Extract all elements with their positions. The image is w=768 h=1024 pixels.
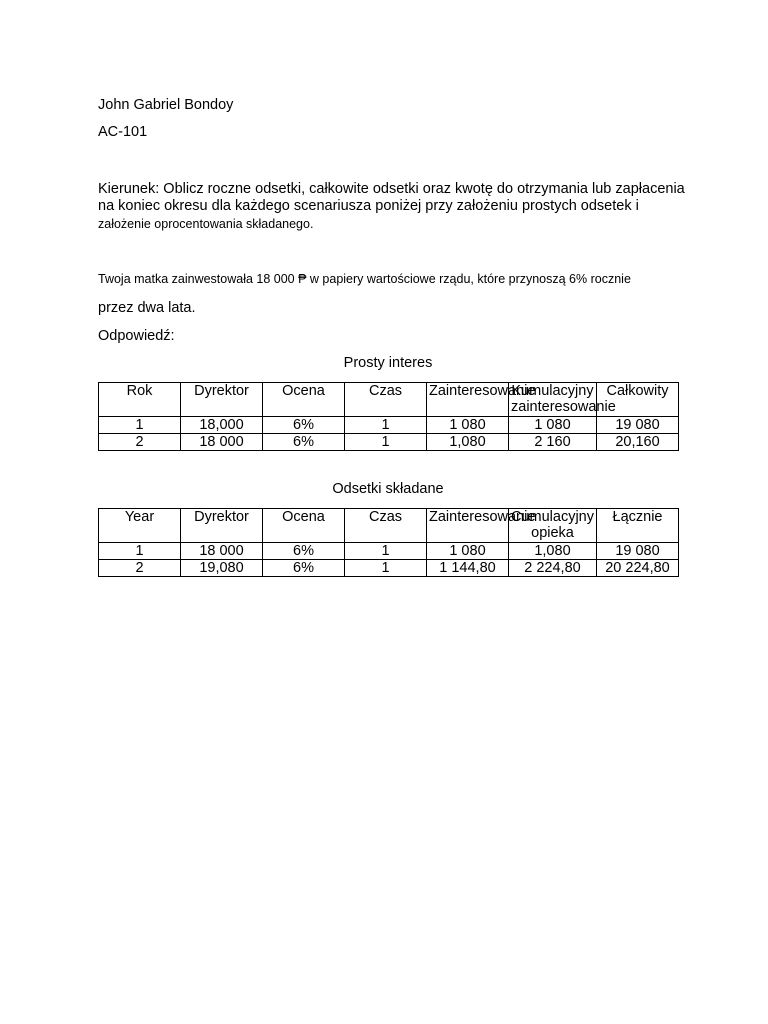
table-cell: 2 224,80	[509, 560, 597, 577]
table-cell: 6%	[263, 560, 345, 577]
compound-interest-table	[98, 508, 679, 577]
table-cell: 1	[345, 434, 427, 451]
table-cell: 1 080	[427, 417, 509, 434]
table-header-row	[99, 509, 679, 543]
table-row	[99, 543, 679, 560]
simple-interest-table	[98, 382, 679, 451]
table-cell: 2 160	[509, 434, 597, 451]
header-cell: Rok	[99, 383, 181, 417]
table-cell: 18 000	[181, 434, 263, 451]
header-cell: Ocena	[263, 509, 345, 543]
table-cell: 20,160	[597, 434, 679, 451]
header-cell: Dyrektor	[181, 509, 263, 543]
instructions-line-2: na koniec okresu dla każdego scenariusza poniżej przy założeniu prostych odsetek i	[98, 198, 639, 214]
simple-interest-title: Prosty interes	[343, 355, 433, 371]
table-cell: 1 080	[509, 417, 597, 434]
table-cell: 2	[99, 434, 181, 451]
table-cell: 1 080	[427, 543, 509, 560]
problem-line-1: Twoja matka zainwestowała 18 000 ₱ w papiery wartościowe rządu, które przynoszą 6% rocznie	[98, 272, 631, 286]
author-name: John Gabriel Bondoy	[98, 97, 234, 113]
header-cell: Year	[99, 509, 181, 543]
table-cell: 1	[345, 543, 427, 560]
table-cell: 1	[345, 417, 427, 434]
table-row	[99, 417, 679, 434]
table-cell: 1,080	[427, 434, 509, 451]
answer-label: Odpowiedź:	[98, 328, 175, 344]
table-cell: 1	[99, 543, 181, 560]
table-cell: 1 144,80	[427, 560, 509, 577]
header-cell: Czas	[345, 509, 427, 543]
instructions-line-1: Kierunek: Oblicz roczne odsetki, całkowite odsetki oraz kwotę do otrzymania lub zapłacenia	[98, 181, 685, 197]
table-cell: 6%	[263, 417, 345, 434]
table-cell: 19,080	[181, 560, 263, 577]
header-cell: Zainteresowanie	[427, 383, 509, 417]
header-cell: Cumulacyjny opieka	[509, 509, 597, 543]
instructions-line-3: założenie oprocentowania składanego.	[98, 217, 314, 231]
table-cell: 1,080	[509, 543, 597, 560]
table-cell: 2	[99, 560, 181, 577]
table-cell: 19 080	[597, 417, 679, 434]
table-cell: 1	[345, 560, 427, 577]
table-cell: 18 000	[181, 543, 263, 560]
problem-line-2: przez dwa lata.	[98, 300, 196, 316]
header-cell: Kumulacyjny zainteresowanie	[509, 383, 597, 417]
header-cell: Czas	[345, 383, 427, 417]
table-cell: 1	[99, 417, 181, 434]
table-header-row	[99, 383, 679, 417]
table-cell: 19 080	[597, 543, 679, 560]
table-cell: 6%	[263, 543, 345, 560]
table-cell: 6%	[263, 434, 345, 451]
header-cell: Dyrektor	[181, 383, 263, 417]
course-code: AC-101	[98, 124, 148, 140]
table-cell: 20 224,80	[597, 560, 679, 577]
table-row	[99, 434, 679, 451]
header-cell: Zainteresowanie	[427, 509, 509, 543]
header-cell: Ocena	[263, 383, 345, 417]
compound-interest-title: Odsetki składane	[332, 481, 444, 497]
header-cell: Łącznie	[597, 509, 679, 543]
table-row	[99, 560, 679, 577]
table-cell: 18,000	[181, 417, 263, 434]
header-cell: Całkowity	[597, 383, 679, 417]
